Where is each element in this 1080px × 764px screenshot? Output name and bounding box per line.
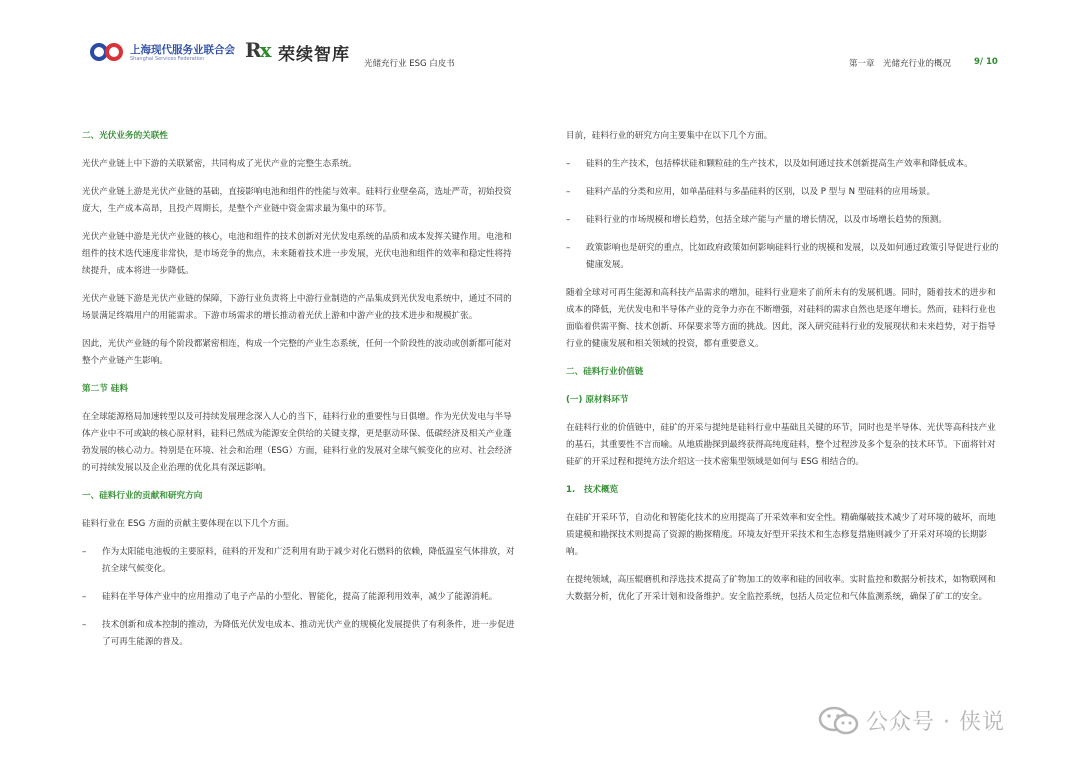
bullet-list xyxy=(82,544,520,651)
paragraph: 因此，光伏产业链的每个阶段都紧密相连，构成一个完整的产业生态系统，任何一个阶段性的波动或创新都可能对整个产业链产生影响。 xyxy=(82,339,512,366)
association-name-en: Shanghai Services Federation xyxy=(130,56,205,62)
section-heading: 二、光伏业务的关联性 xyxy=(82,131,168,141)
list-item: – 技术创新和成本控制的推动，为降低光伏发电成本、推动光伏产业的规模化发展提供了有利条件，进一步促进了可再生能源的普及。 xyxy=(82,617,520,651)
list-item: – 硅料的生产技术，包括棒状硅和颗粒硅的生产技术，以及如何通过技术创新提高生产效率和降低成本。 xyxy=(566,156,1002,173)
list-item: – 硅料行业的市场规模和增长趋势，包括全球产能与产量的增长情况，以及市场增长趋势的预测。 xyxy=(566,212,1002,229)
rx-logo-icon xyxy=(245,38,270,62)
association-name-cn: 上海现代服务业联合会 xyxy=(130,44,235,56)
page-number: 9/ 10 xyxy=(974,57,998,67)
paragraph: 光伏产业链上中下游的关联紧密，共同构成了光伏产业的完整生态系统。 xyxy=(82,159,358,169)
section-heading: 一、硅料行业的贡献和研究方向 xyxy=(82,491,203,501)
paragraph: 在硅料行业的价值链中，硅矿的开采与提纯是硅料行业中基础且关键的环节，同时也是半导体、光伏等高科技产业的基石，其重要性不言而喻。从地质勘探到最终获得高纯度硅料，整个过程涉及多个复杂的技术环节。下面将针对硅矿的开采过程和提纯方法介绍这一技术密集型领域是如何与 ESG 相结合的。 xyxy=(566,423,996,467)
paragraph: 在提纯领域，高压辊磨机和浮选技术提高了矿物加工的效率和硅的回收率。实时监控和数据分析技术，如物联网和大数据分析，优化了开采计划和设备维护。安全监控系统，包括人员定位和气体监测系统，确保了矿工的安全。 xyxy=(566,575,996,602)
paragraph: 光伏产业链下游是光伏产业链的保障，下游行业负责将上中游行业制造的产品集成到光伏发电系统中，通过不同的场景满足终端用户的用能需求。下游市场需求的增长推动着光伏上游和中游产业的技术进步和规模扩张。 xyxy=(82,294,512,321)
list-item: – 作为太阳能电池板的主要原料，硅料的开发和广泛利用有助于减少对化石燃料的依赖，降低温室气体排放，对抗全球气候变化。 xyxy=(82,544,520,578)
brand-name: 荣续智库 xyxy=(278,45,350,65)
rx-mark-x: x xyxy=(259,38,270,62)
list-item: – 硅料在半导体产业中的应用推动了电子产品的小型化、智能化，提高了能源利用效率，减少了能源消耗。 xyxy=(82,589,520,606)
document-title: 光储充行业 ESG 白皮书 xyxy=(364,59,455,69)
paragraph: 在硅矿开采环节，自动化和智能化技术的应用提高了开采效率和安全性。精确爆破技术减少了对环境的破坏，而地质建模和勘探技术则提高了资源的勘探精度。环境友好型开采技术和生态修复措施则减少了开采对环境的长期影响。 xyxy=(566,513,996,557)
right-column xyxy=(566,128,1002,617)
left-column xyxy=(82,128,520,662)
list-item: – 硅料产品的分类和应用，如单晶硅料与多晶硅料的区别，以及 P 型与 N 型硅料的应用场景。 xyxy=(566,184,1002,201)
association-emblem-icon xyxy=(90,40,126,64)
bullet-list xyxy=(566,156,1002,274)
paragraph: 光伏产业链中游是光伏产业链的核心，电池和组件的技术创新对光伏发电系统的品质和成本发挥关键作用。电池和组件的技术迭代速度非常快，是市场竞争的焦点，未来随着技术进一步发展，光伏电池和组件的效率和稳定性将持续提升，成本将进一步降低。 xyxy=(82,232,512,276)
wechat-icon xyxy=(818,706,860,736)
paragraph: 硅料行业在 ESG 方面的贡献主要体现在以下几个方面。 xyxy=(82,519,295,529)
watermark-text: 公众号 · 侠说 xyxy=(866,710,1005,735)
paragraph: 目前，硅料行业的研究方向主要集中在以下几个方面。 xyxy=(566,131,773,141)
rx-mark-r: R xyxy=(245,38,260,62)
paragraph: 光伏产业链上游是光伏产业链的基础，直接影响电池和组件的性能与效率。硅料行业壁垒高，选址严苛，初始投资庞大，生产成本高昂，且投产周期长，是整个产业链中资金需求最为集中的环节。 xyxy=(82,187,512,214)
subsection-heading: (一) 原材料环节 xyxy=(566,395,629,405)
chapter-title: 第一章 光储充行业的概况 xyxy=(849,59,952,69)
section-heading: 二、硅料行业价值链 xyxy=(566,367,644,377)
association-logo xyxy=(90,40,240,64)
paragraph: 随着全球对可再生能源和高科技产品需求的增加，硅料行业迎来了前所未有的发展机遇。同时，随着技术的进步和成本的降低，光伏发电和半导体产业的竞争力亦在不断增强，对硅料的需求自然也是逐年增长。然而，硅料行业也面临着供需平衡、技术创新、环保要求等方面的挑战。因此，深入研究硅料行业的发展现状和未来趋势，对于指导行业的健康发展和相关领域的投资，都有重要意义。 xyxy=(566,288,996,349)
section-heading: 第二节 硅料 xyxy=(82,384,128,394)
list-item: – 政策影响也是研究的重点，比如政府政策如何影响硅料行业的规模和发展，以及如何通过政策引导促进行业的健康发展。 xyxy=(566,240,1002,274)
page-header xyxy=(0,0,1080,80)
paragraph: 在全球能源格局加速转型以及可持续发展理念深入人心的当下，硅料行业的重要性与日俱增。作为光伏发电与半导体产业中不可或缺的核心原材料，硅料已然成为能源安全供给的关键支撑，更是驱动环保、低碳经济及相关产业蓬勃发展的核心动力。特别是在环境、社会和治理（ESG）方面，硅料行业的发展对全球气候变化的应对、社会经济的可持续发展以及企业治理的优化具有深远影响。 xyxy=(82,412,513,473)
subsection-heading: 1. 技术概览 xyxy=(566,485,619,495)
